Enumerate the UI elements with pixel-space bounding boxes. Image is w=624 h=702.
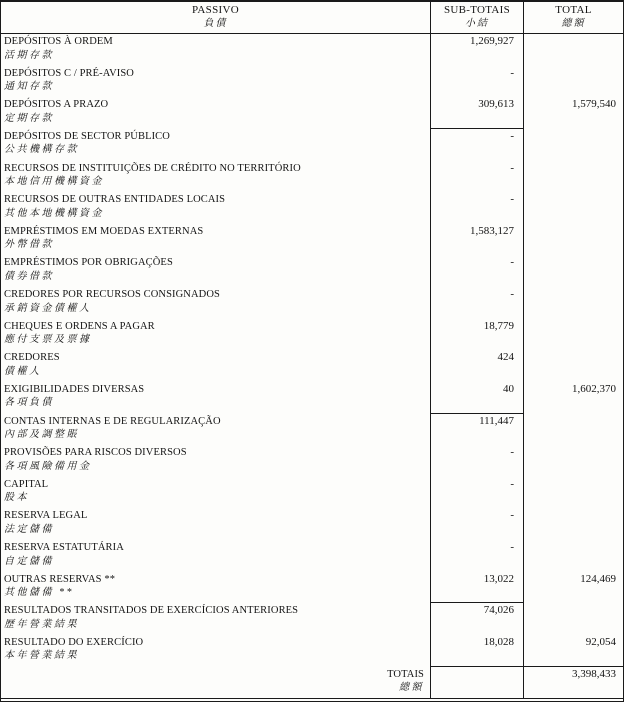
subtotal-cell (430, 319, 524, 351)
subtotal-value: - (510, 477, 514, 490)
header-passivo-pt: PASSIVO (192, 4, 239, 16)
subtotal-value: 18,779 (483, 319, 514, 332)
row-label-cell (1, 350, 430, 382)
table-header-row (1, 2, 623, 34)
row-label-cell (1, 319, 430, 351)
row-label-pt: CONTAS INTERNAS E DE REGULARIZAÇÃO (4, 415, 221, 427)
row-label-zh: 應付支票及票據 (4, 334, 92, 346)
header-passivo-zh: 負債 (203, 18, 228, 29)
row-label-zh: 自定儲備 (4, 555, 54, 567)
total-cell (524, 192, 623, 224)
header-total-pt: TOTAL (555, 4, 592, 16)
row-label-pt: RESERVA LEGAL (4, 510, 88, 522)
row-label-pt: DEPÓSITOS À ORDEM (4, 36, 113, 47)
total-cell (524, 97, 623, 129)
row-label-zh: 其他本地機構資金 (4, 207, 104, 219)
subtotal-cell (430, 572, 524, 604)
subtotal-value: - (510, 509, 514, 522)
total-cell (524, 572, 623, 604)
header-passivo (1, 2, 430, 33)
totals-total-value: 3,398,433 (572, 667, 616, 680)
subtotal-value: - (510, 541, 514, 553)
table-row (1, 477, 623, 509)
subtotal-cell (430, 97, 524, 129)
row-label-cell (1, 287, 430, 319)
subtotal-cell (430, 477, 524, 509)
row-label-pt: DEPÓSITOS A PRAZO (4, 99, 109, 111)
row-label-pt: CHEQUES E ORDENS A PAGAR (4, 320, 155, 332)
row-label-zh: 本年營業結果 (4, 650, 79, 662)
total-cell (524, 34, 623, 66)
row-label-zh: 內部及調整賬 (4, 429, 79, 440)
subtotal-cell (430, 603, 524, 635)
table-row (1, 445, 623, 477)
subtotal-value: 309,613 (478, 98, 514, 111)
subtotal-cell (430, 508, 524, 540)
row-label-zh: 歷年營業結果 (4, 618, 79, 630)
row-label-zh: 外幣借款 (4, 239, 54, 251)
subtotal-value: - (510, 66, 514, 79)
subtotal-cell (430, 66, 524, 98)
total-cell (524, 414, 623, 446)
row-label-cell (1, 161, 430, 193)
row-label-cell (1, 635, 430, 667)
total-value: 1,602,370 (572, 382, 616, 395)
row-label-cell (1, 477, 430, 509)
header-total-zh: 總額 (561, 18, 586, 29)
table-row (1, 540, 623, 572)
row-label-pt: EMPRÉSTIMOS POR OBRIGAÇÕES (4, 257, 173, 269)
row-label-zh: 定期存款 (4, 112, 54, 124)
subtotal-cell (430, 540, 524, 572)
header-subtotais-pt: SUB-TOTAIS (443, 4, 511, 16)
row-label-cell (1, 603, 430, 635)
row-label-pt: OUTRAS RESERVAS ** (4, 573, 116, 585)
header-subtotais (430, 2, 524, 33)
row-label-cell (1, 97, 430, 129)
subtotal-cell (430, 224, 524, 256)
row-label-cell (1, 414, 430, 446)
row-label-cell (1, 540, 430, 572)
totals-subtotal-cell (430, 667, 524, 699)
table-row (1, 414, 623, 446)
table-row (1, 508, 623, 540)
total-cell (524, 129, 623, 161)
row-label-cell (1, 66, 430, 98)
header-total (524, 2, 623, 33)
row-label-pt: CREDORES (4, 352, 60, 364)
row-label-cell (1, 255, 430, 287)
total-cell (524, 287, 623, 319)
total-cell (524, 161, 623, 193)
row-label-pt: EMPRÉSTIMOS EM MOEDAS EXTERNAS (4, 225, 204, 237)
row-label-pt: DEPÓSITOS DE SECTOR PÚBLICO (4, 130, 170, 142)
row-label-pt: RESERVA ESTATUTÁRIA (4, 542, 124, 553)
table-row (1, 97, 623, 129)
total-cell (524, 382, 623, 414)
subtotal-value: 1,269,927 (470, 35, 514, 47)
totals-label-pt: TOTAIS (387, 668, 424, 680)
subtotal-cell (430, 34, 524, 66)
table-row (1, 224, 623, 256)
table-row (1, 34, 623, 66)
total-cell (524, 508, 623, 540)
row-label-pt: RESULTADOS TRANSITADOS DE EXERCÍCIOS ANTERIORES (4, 605, 299, 617)
subtotal-value: 1,583,127 (470, 224, 514, 237)
row-label-pt: EXIGIBILIDADES DIVERSAS (4, 383, 145, 395)
row-label-cell (1, 192, 430, 224)
row-label-zh: 各項風險備用金 (4, 460, 92, 472)
row-label-zh: 債權人 (4, 365, 42, 377)
row-label-pt: RECURSOS DE OUTRAS ENTIDADES LOCAIS (4, 194, 226, 206)
total-value: 1,579,540 (572, 98, 616, 111)
subtotal-cell (430, 414, 524, 446)
subtotal-cell (430, 635, 524, 667)
row-label-zh: 通知存款 (4, 81, 54, 93)
header-subtotais-zh: 小結 (465, 18, 489, 29)
row-label-cell (1, 34, 430, 66)
row-label-zh: 股本 (4, 492, 29, 504)
row-label-pt: PROVISÕES PARA RISCOS DIVERSOS (4, 447, 187, 459)
table-row (1, 603, 623, 635)
total-cell (524, 477, 623, 509)
subtotal-value: 18,028 (483, 635, 514, 648)
row-label-zh: 公共機構存款 (4, 144, 79, 156)
subtotal-cell (430, 192, 524, 224)
subtotal-value: 111,447 (479, 414, 514, 427)
row-label-zh: 活期存款 (4, 49, 54, 61)
table-row (1, 572, 623, 604)
table-row (1, 350, 623, 382)
row-label-cell (1, 508, 430, 540)
subtotal-cell (430, 129, 524, 161)
total-cell (524, 540, 623, 572)
row-label-zh: 債券借款 (4, 270, 54, 282)
row-label-cell (1, 382, 430, 414)
row-label-pt: CREDORES POR RECURSOS CONSIGNADOS (4, 289, 220, 300)
subtotal-cell (430, 382, 524, 414)
row-label-cell (1, 445, 430, 477)
table-row (1, 129, 623, 161)
total-cell (524, 255, 623, 287)
total-cell (524, 445, 623, 477)
totals-total-cell (524, 667, 623, 699)
subtotal-value: - (510, 288, 514, 300)
row-label-cell (1, 572, 430, 604)
subtotal-cell (430, 161, 524, 193)
subtotal-value: 74,026 (483, 604, 514, 617)
row-label-zh: 承銷資金債權人 (4, 302, 92, 314)
table-row (1, 382, 623, 414)
row-label-pt: CAPITAL (4, 478, 49, 490)
subtotal-value: - (510, 446, 514, 459)
subtotal-value: - (510, 256, 514, 269)
table-row (1, 192, 623, 224)
total-cell (524, 319, 623, 351)
table-row (1, 255, 623, 287)
total-cell (524, 66, 623, 98)
row-label-pt: DEPÓSITOS C / PRÉ-AVISO (4, 67, 134, 79)
totals-label-cell (1, 667, 430, 699)
total-cell (524, 350, 623, 382)
row-label-zh: 各項負債 (4, 397, 54, 409)
table-row (1, 635, 623, 667)
row-label-zh: 本地信用機構資金 (4, 176, 104, 187)
total-cell (524, 635, 623, 667)
row-label-cell (1, 129, 430, 161)
subtotal-value: 40 (503, 382, 514, 395)
total-cell (524, 224, 623, 256)
subtotal-cell (430, 287, 524, 319)
subtotal-value: - (510, 193, 514, 206)
subtotal-value: - (510, 161, 514, 174)
subtotal-cell (430, 255, 524, 287)
total-value: 124,469 (580, 572, 616, 585)
table-row (1, 319, 623, 351)
total-value: 92,054 (585, 635, 616, 648)
table-row (1, 287, 623, 319)
total-cell (524, 603, 623, 635)
table-row (1, 161, 623, 193)
subtotal-cell (430, 445, 524, 477)
row-label-pt: RESULTADO DO EXERCÍCIO (4, 636, 144, 648)
row-label-pt: RECURSOS DE INSTITUIÇÕES DE CRÉDITO NO TERRITÓRIO (4, 162, 301, 174)
table-row (1, 66, 623, 98)
subtotal-value: 13,022 (483, 572, 514, 585)
subtotal-cell (430, 350, 524, 382)
totals-row (1, 667, 623, 700)
row-label-zh: 法定儲備 (4, 523, 54, 535)
row-label-cell (1, 224, 430, 256)
totals-label-zh: 總額 (399, 682, 424, 693)
row-label-zh: 其他儲備 ** (4, 587, 74, 599)
subtotal-value: - (510, 129, 514, 142)
subtotal-value: 424 (497, 351, 514, 364)
